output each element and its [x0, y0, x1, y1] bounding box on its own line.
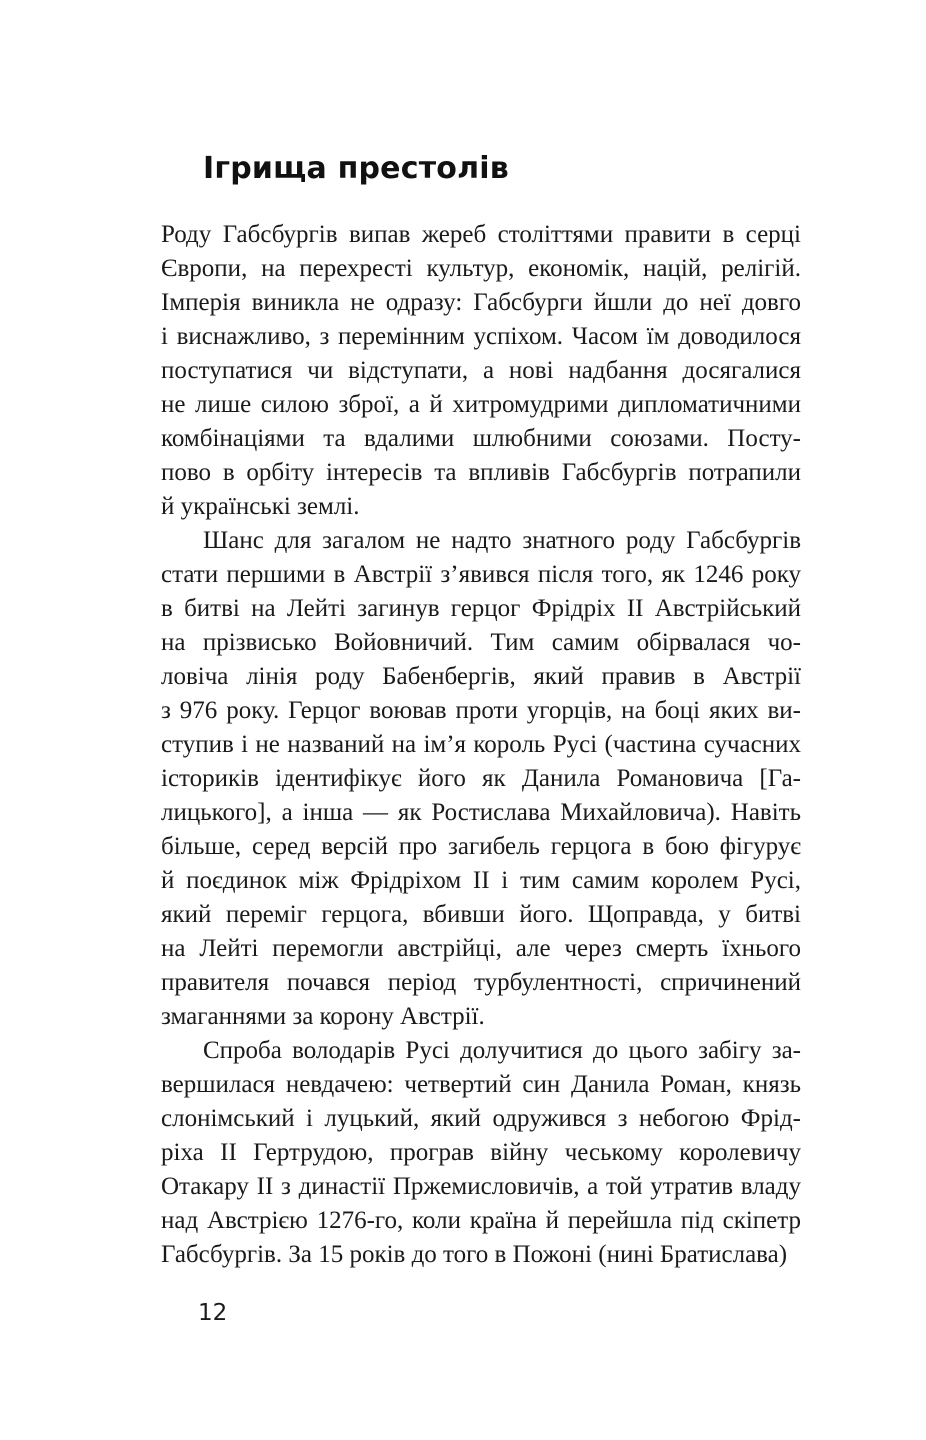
text-line: й українські землі. [161, 493, 360, 520]
text-line: в битві на Лейті загинув герцог Фрідріх II Австрійський [161, 595, 801, 622]
text-line: не лише силою зброї, а й хитромудрими дипломатичними [161, 391, 801, 418]
body-text [161, 218, 801, 1272]
text-line: над Австрією 1276-го, коли країна й перейшла під скіпетр [161, 1207, 801, 1234]
page-number: 12 [198, 1300, 228, 1326]
text-line: на прізвисько Войовничий. Тим самим обірвалася чо- [161, 629, 801, 656]
paragraph [161, 218, 801, 524]
text-line: й поєдинок між Фрідріхом II і тим самим королем Русі, [161, 867, 801, 894]
text-line: змаганнями за корону Австрії. [161, 1003, 485, 1030]
text-line: Шанс для загалом не надто знатного роду Габсбургів [203, 527, 801, 554]
text-line: правителя почався період турбулентності, спричинений [161, 969, 801, 996]
text-line: стати першими в Австрії з’явився після того, як 1246 року [161, 561, 801, 588]
text-line: який переміг герцога, вбивши його. Щоправда, у битві [161, 901, 801, 928]
text-line: істориків ідентифікує його як Данила Романовича [Га- [161, 765, 801, 792]
text-line: поступатися чи відступати, а нові надбання досягалися [161, 357, 801, 384]
text-line: Габсбургів. За 15 років до того в Пожоні (нині Братислава) [161, 1241, 788, 1268]
text-line: слонімський і луцький, який одружився з небогою Фрід- [161, 1105, 801, 1132]
text-line: на Лейті перемогли австрійці, але через смерть їхнього [161, 935, 801, 962]
text-line: ловіча лінія роду Бабенбергів, який правив в Австрії [161, 663, 801, 690]
text-line: Європи, на перехресті культур, економік, націй, релігій. [161, 255, 801, 282]
paragraph [161, 1034, 801, 1272]
chapter-heading: Ігрища престолів [203, 151, 509, 186]
text-line: Імперія виникла не одразу: Габсбурги йшли до неї довго [161, 289, 801, 316]
text-line: Роду Габсбургів випав жереб століттями правити в серці [161, 221, 801, 248]
text-line: комбінаціями та вдалими шлюбними союзами. Посту- [161, 425, 801, 452]
text-line: з 976 року. Герцог воював проти угорців, на боці яких ви- [161, 697, 801, 724]
text-line: лицького], а інша — як Ростислава Михайловича). Навіть [161, 799, 801, 826]
text-line: ступив і не названий на ім’я король Русі (частина сучасних [161, 731, 801, 758]
paragraph [161, 524, 801, 1034]
text-line: і виснажливо, з перемінним успіхом. Часом їм доводилося [161, 323, 801, 350]
text-line: Отакару II з династії Пржемисловичів, а той утратив владу [161, 1173, 801, 1200]
text-line: ріха II Гертрудою, програв війну чеському королевичу [161, 1139, 801, 1166]
text-line: більше, серед версій про загибель герцога в бою фігурує [161, 833, 801, 860]
page-content [161, 152, 801, 1272]
text-line: вершилася невдачею: четвертий син Данила Роман, князь [161, 1071, 801, 1098]
text-line: пово в орбіту інтересів та впливів Габсбургів потрапили [161, 459, 801, 486]
text-line: Спроба володарів Русі долучитися до цього забігу за- [203, 1037, 801, 1064]
